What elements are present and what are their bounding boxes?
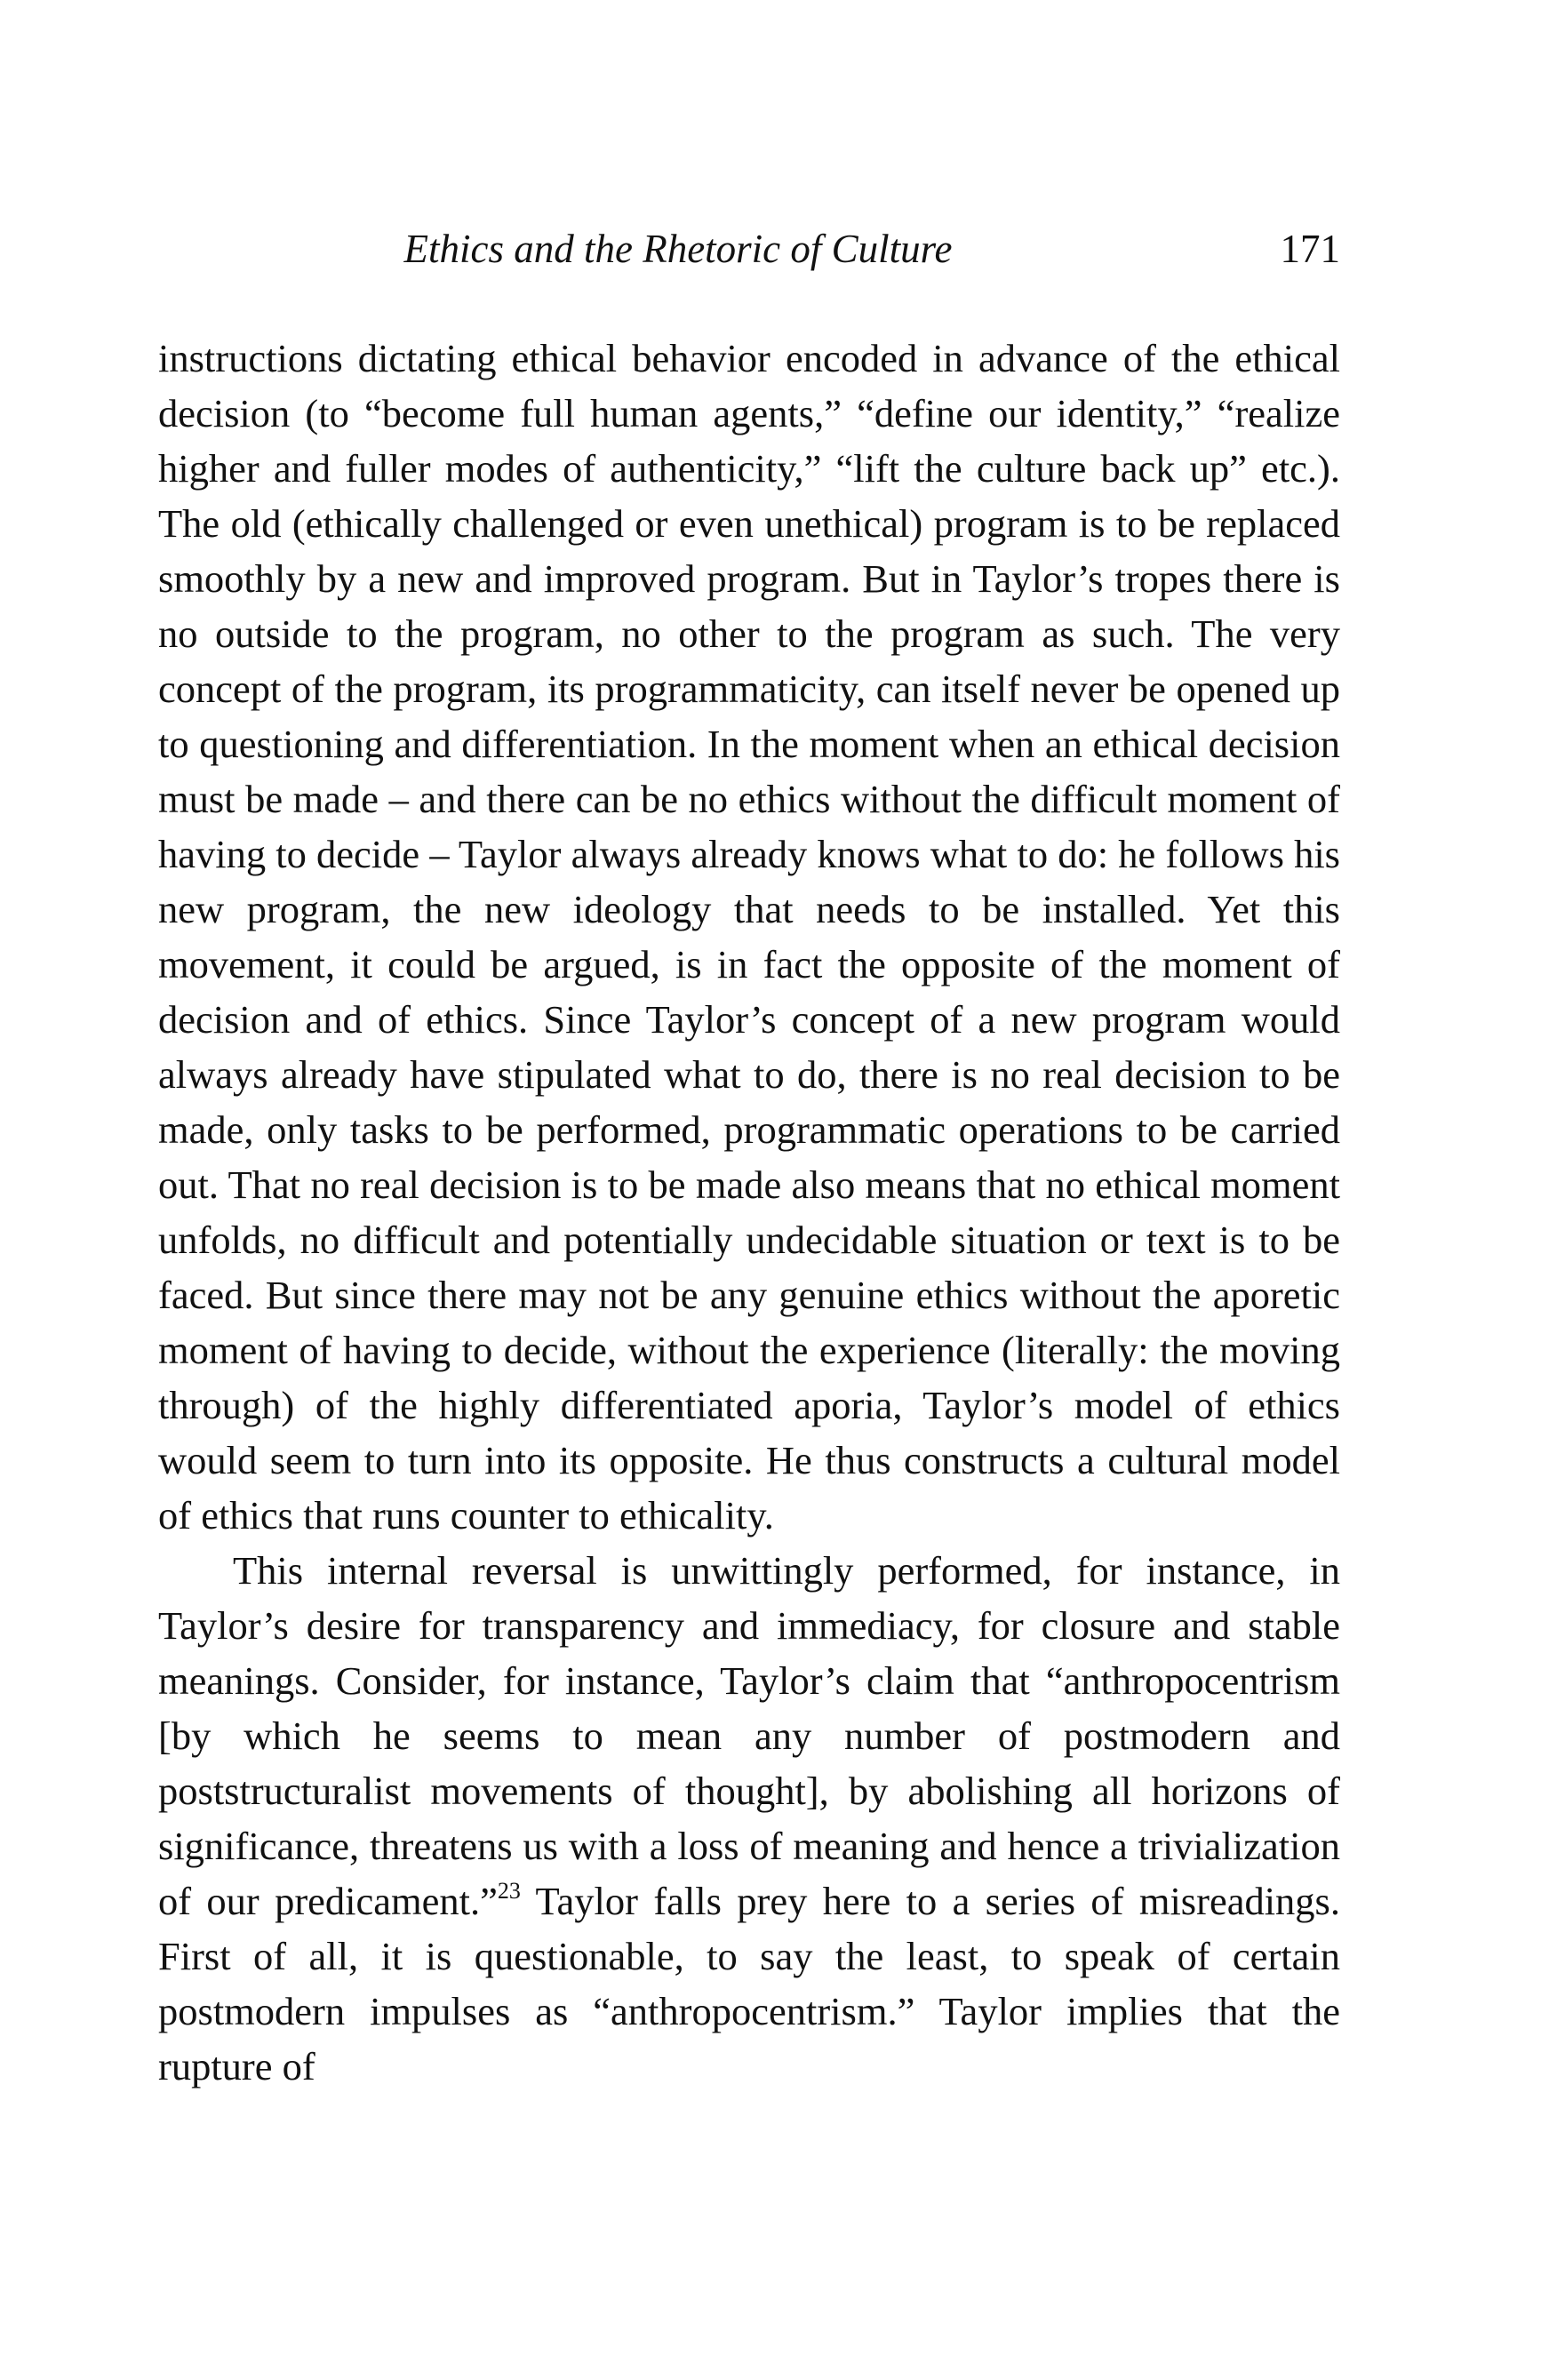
running-header bbox=[158, 222, 1340, 276]
body-text bbox=[158, 331, 1340, 2094]
paragraph-2-text-after-note: Taylor falls prey here to a series of misreadings. First of all, it is questionable, to say the least, to speak of certain postmodern impulses as “anthropocentrism.” Taylor implies that the rupture of bbox=[158, 1879, 1341, 2088]
paragraph-1: instructions dictating ethical behavior encoded in advance of the ethical decision (to “become full human agents,” “define our identity,” “realize higher and fuller modes of authenticity,” “lift the culture back up” etc.). The old (ethically challenged or even unethical) program is to be replaced smoothly by a new and improved program. But in Taylor’s tropes there is no outside to the program, no other to the program as such. The very concept of the program, its programmaticity, can itself never be opened up to questioning and differentiation. In the moment when an ethical decision must be made – and there can be no ethics without the difficult moment of having to decide – Taylor always already knows what to do: he follows his new program, the new ideology that needs to be installed. Yet this movement, it could be argued, is in fact the opposite of the moment of decision and of ethics. Since Taylor’s concept of a new program would always already have stipulated what to do, there is no real decision to be made, only tasks to be performed, programmatic operations to be carried out. That no real decision is to be made also means that no ethical moment unfolds, no difficult and potentially undecidable situation or text is to be faced. But since there may not be any genuine ethics without the aporetic moment of having to decide, without the experience (literally: the moving through) of the highly differentiated aporia, Taylor’s model of ethics would seem to turn into its opposite. He thus constructs a cultural model of ethics that runs counter to ethicality. bbox=[158, 336, 1340, 1537]
footnote-marker-23: 23 bbox=[497, 1878, 521, 1904]
page-number: 171 bbox=[1280, 227, 1340, 271]
paragraph-2 bbox=[158, 1543, 1340, 2094]
running-title: Ethics and the Rhetoric of Culture bbox=[403, 227, 953, 271]
paragraph-2-text-before-note: This internal reversal is unwittingly performed, for instance, in Taylor’s desire for transparency and immediacy, for closure and stable meanings. Consider, for instance, Taylor’s claim that “anthropocentrism [by which he seems to mean any number of postmodern and poststructuralist movements of thought], by abolishing all horizons of significance, threatens us with a loss of meaning and hence a trivialization of our predicament.” bbox=[158, 1548, 1340, 1923]
